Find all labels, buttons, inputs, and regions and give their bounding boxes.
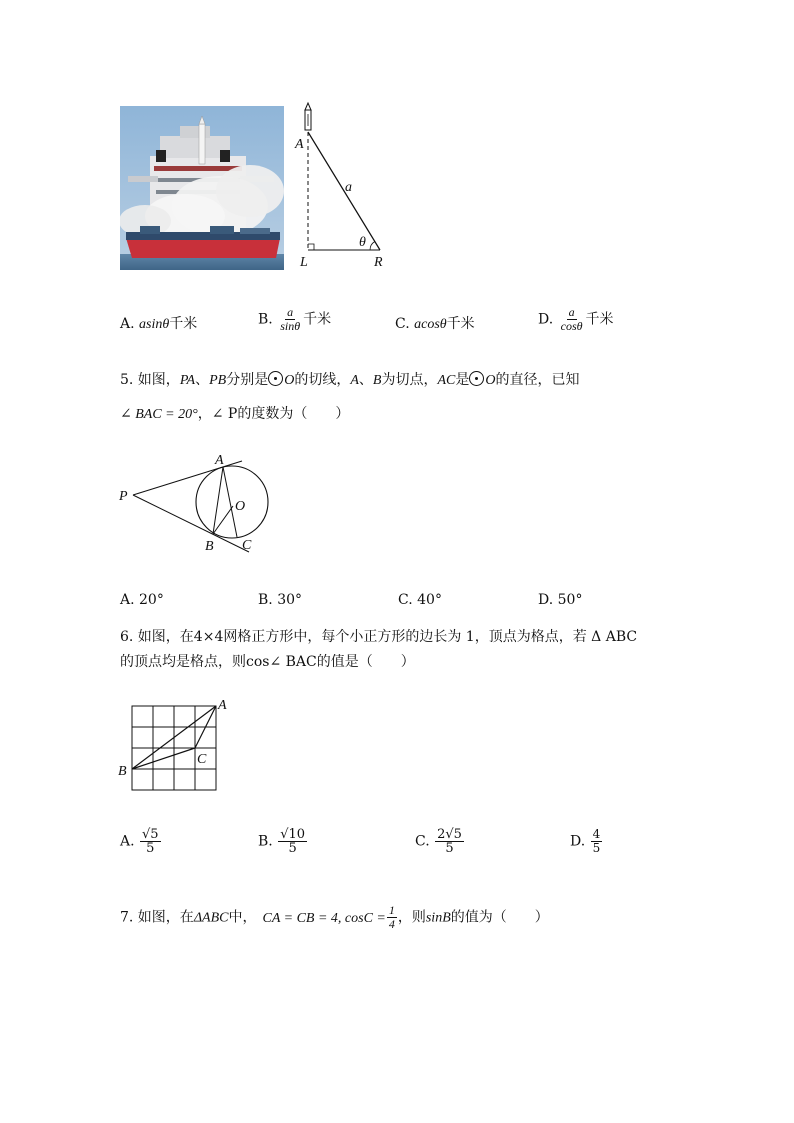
q6-option-a[interactable]: A. $\frac{√5}{5}$ (120, 827, 159, 856)
q4-option-d[interactable]: D. $\frac{a}{\cos\theta}$ 千米 (538, 305, 614, 333)
label-B: B (205, 539, 214, 554)
triangle-diagram-q4 (290, 100, 400, 272)
q5-option-b[interactable]: B. 30° (258, 592, 303, 608)
grid-diagram-q6 (115, 696, 235, 796)
rocket-ship-photo (120, 106, 284, 270)
circle-dot-icon (268, 371, 283, 386)
circle-tangent-diagram-q5 (115, 450, 285, 560)
label-theta: θ (359, 235, 366, 250)
label-L: L (300, 255, 308, 270)
q6-option-d[interactable]: D. $\frac{4}{5}$ (570, 827, 601, 855)
label-A: A (295, 137, 304, 152)
label-C: C (242, 538, 252, 553)
q5-stem-line1: 5. 如图，PA、PB分别是 O的切线，A、B为切点，AC是 O的直径，已知 (120, 372, 580, 388)
q4-option-b[interactable]: B. $\frac{a}{\sin\theta}$ 千米 (258, 305, 332, 333)
q5-stem-line2: ∠ BAC = 20°，∠ P的度数为（ ） (120, 406, 350, 422)
label-B: B (118, 764, 127, 779)
label-A: A (218, 698, 227, 713)
q6-option-b[interactable]: B. $\frac{√10}{5}$ (258, 827, 306, 856)
q6-option-c[interactable]: C. $\frac{2√5}{5}$ (415, 827, 462, 856)
rocket-icon (305, 103, 311, 130)
label-P: P (119, 489, 128, 504)
q4-option-c[interactable]: C. acosθ千米 (395, 316, 475, 332)
q6-stem-line1: 6. 如图，在4×4网格正方形中，每个小正方形的边长为 1，顶点为格点，若 Δ ABC (120, 629, 638, 645)
label-O: O (235, 499, 246, 514)
label-R: R (374, 255, 383, 270)
q4-option-a[interactable]: A. asinθ千米 (120, 316, 198, 332)
q5-option-a[interactable]: A. 20° (120, 592, 164, 608)
label-C: C (197, 752, 207, 767)
q7-stem: 7. 如图，在ΔABC中， CA = CB = 4, cosC = $\frac{1}{4}$ ，则sinB的值为（ ） (120, 903, 549, 931)
q6-stem-line2: 的顶点均是格点，则cos∠ BAC的值是（ ） (120, 654, 415, 670)
label-a: a (345, 180, 352, 195)
q5-option-c[interactable]: C. 40° (398, 592, 442, 608)
label-A: A (215, 453, 224, 468)
circle-dot-icon (469, 371, 484, 386)
q5-option-d[interactable]: D. 50° (538, 592, 583, 608)
